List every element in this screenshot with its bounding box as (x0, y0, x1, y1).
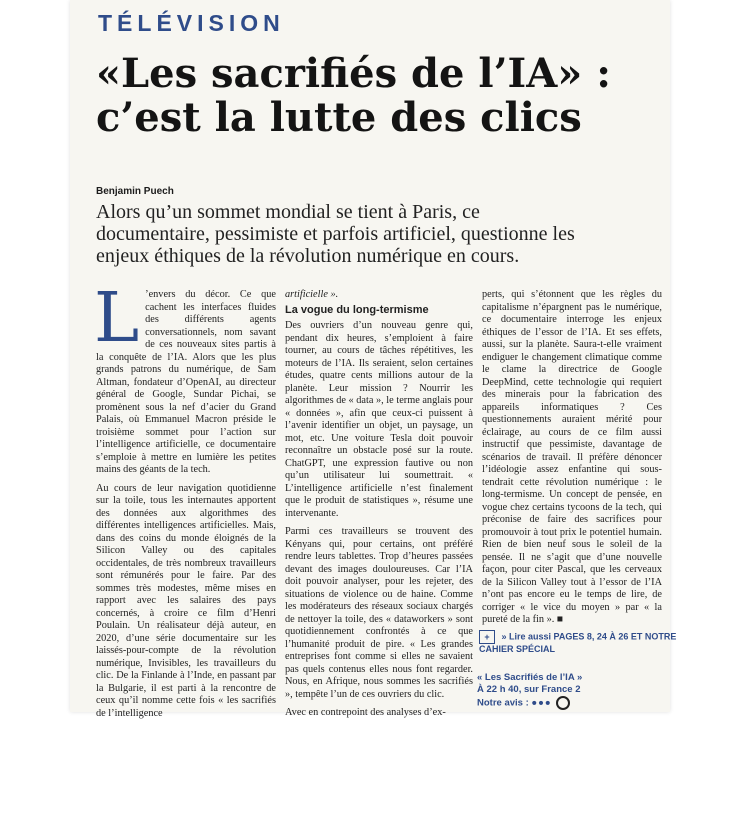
article-subhead: La vogue du long-termisme (285, 303, 429, 316)
drop-cap: L (94, 279, 140, 358)
plus-icon: + (479, 630, 495, 644)
paragraph: perts, qui s’étonnent que les règles du capitalisme n’épargnent pas le numérique, ce documentaire interroge les enjeux éthiques de l’essor de l’IA. Et ses effets, aussi, sur la planète. Saura-t-elle vraiment endiguer le changement climatique comme le clame la directrice de Google DeepMind, cette technologie qui requiert des minerais pour la fabrication des appareils informatiques ? Ces questionnements auraient mérité pour éclairage, au cours de ce film aussi instructif que pessimiste, davantage de scénarios de travail. Il préfère dénoncer l’idéologie assez enfantine qui sous-tendrait cette révolution numérique : le long-termisme. Un concept de pensée, en vogue chez certains tycoons de la tech, qui préconise de faire des sacrifices pour promouvoir à tout prix le potentiel humain. Rien de bien neuf sous le soleil de la pensée. Il ne s’agit que d’une nouvelle façon, pour citer Pascal, que les cerveaux de la Silicon Valley tout à l’essor de l’IA n’ont pas encore eu le temps de lire, de corriger « le vice du moyen » par « la pureté de la fin ». ■ (482, 289, 662, 625)
paragraph: Des ouvriers d’un nouveau genre qui, pendant dix heures, s’emploient à faire tourner, au cours de tâches répétitives, les moteurs de l’IA. Ils seraient, selon certaines études, quatre cents millions autour de la planète. Leur mission ? Nourrir les algorithmes de « data », le terme anglais pour « données », afin que ceux-ci puissent à l’avenir identifier un objet, un paysage, un mot, etc. Une voiture Tesla doit pouvoir reconnaître un obstacle posé sur la route. ChatGPT, une expression fautive ou non qu’un utilisateur lui soumettrait. « L’intelligence artificielle n’est finalement que le produit de statistiques », résume une intervenante. (285, 320, 473, 519)
paragraph: Au cours de leur navigation quotidienne sur la toile, tous les internautes apportent des données aux algorithmes des différentes intelligences artificielles. Mais, dans des coins du monde éloignés de la Silicon Valley ou des capitales occidentales, de très nombreux travailleurs sont rémunérés pour le faire. Par des sommes très modestes, même mises en rapport avec les salaires des pays concernés, à croire ce film d’Henri Poulain. Un réalisateur déjà auteur, en 2020, d’une série documentaire sur les laissés-pour-compte de la révolution numérique, Invisibles, les travailleurs du clic. De la Finlande à l’Inde, en passant par la Bulgarie, il est parti à la rencontre de ceux qu’il nomme cette fois « les sacrifiés de l’intelligence (96, 482, 276, 719)
article-column-2 (285, 289, 473, 726)
program-schedule: À 22 h 40, sur France 2 (477, 684, 581, 695)
program-info-box (477, 672, 647, 710)
article-byline: Benjamin Puech (96, 186, 174, 197)
rating-dots: ●●● (531, 697, 552, 709)
article-headline: «Les sacrifiés de l’IA» : c’est la lutte des clics (96, 50, 611, 141)
article-column-3 (482, 289, 662, 633)
paragraph: ’envers du décor. Ce que cachent les interfaces fluides des différents agents conversationnels, nom savant de ces nouveaux sites partis à la conquête de l’IA. Alors que les plus grands patrons du numérique, de Sam Altman, fondateur d’OpenAI, au directeur général de Google, Sundar Pichai, se promènent sous la nef d’acier du Grand Palais, où Emmanuel Macron préside le troisième sommet pour l’action sur l’intelligence artificielle, ce documentaire s’emploie à mettre en lumière les petites mains des géants de la tech. (96, 289, 276, 475)
paragraph: Avec en contrepoint des analyses d’ex- (285, 707, 446, 718)
article-standfirst: Alors qu’un sommet mondial se tient à Paris, ce documentaire, pessimiste et parfois artificiel, questionne les enjeux éthiques de la révolution numérique en cours. (96, 201, 575, 267)
touch-cursor-icon (556, 696, 570, 710)
program-title: « Les Sacrifiés de l’IA » (477, 672, 583, 683)
read-also-box (479, 630, 679, 655)
section-rubric: TÉLÉVISION (98, 10, 285, 36)
paragraph: Parmi ces travailleurs se trouvent des Kényans qui, pour certains, ont préféré rendre leurs tablettes. Trop d’heures passées devant des images douloureuses. Car l’IA doit pouvoir analyser, pour les rejeter, des situations de violence ou de haine. Comme les modérateurs des réseaux sociaux chargés de nettoyer la toile, des « dataworkers » sont quotidiennement confrontés à ce que l’humanité produit de pire. « Les grandes entreprises font comme si elles ne savaient pas quels contenus elles nous font regarder. Nous, en Afrique, nous sommes les sacrifiés », tempête l’un de ces ouvriers du clic. (285, 526, 473, 700)
article-column-1 (94, 279, 276, 726)
paragraph: artificielle ». (285, 289, 339, 300)
read-also-text: » Lire aussi PAGES 8, 24 À 26 ET NOTRE CAHIER SPÉCIAL (479, 631, 677, 654)
rating-label: Notre avis : (477, 697, 529, 709)
